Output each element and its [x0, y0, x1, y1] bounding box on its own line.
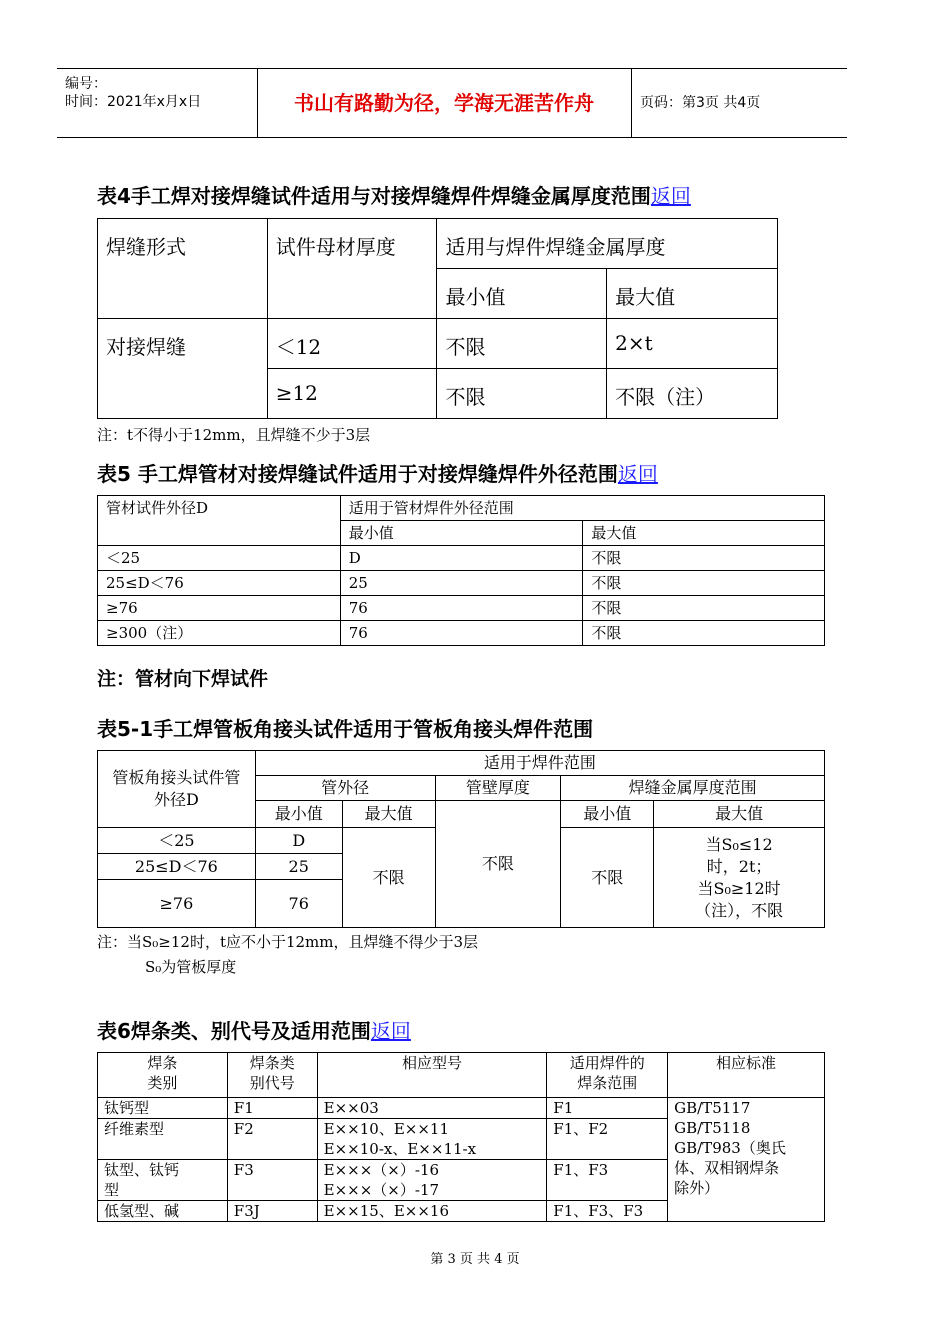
table6-standard-cell: [668, 1098, 825, 1222]
table6-cell: F1: [227, 1098, 317, 1119]
table5-cell: 76: [340, 621, 583, 646]
header-number: 编号：: [65, 76, 107, 92]
table6-header-scope: [547, 1053, 668, 1098]
table51-weld-max-line: 当S₀≤12: [705, 834, 773, 854]
table51-cell: ＜25: [98, 828, 256, 854]
table5-cell: ＜25: [98, 546, 341, 571]
table6-header-model: 相应型号: [317, 1053, 547, 1098]
table5-back-link[interactable]: 返回: [617, 462, 658, 486]
table5-cell: 不限: [583, 546, 825, 571]
table51-cell: 76: [255, 880, 342, 928]
table5-cell: ≥76: [98, 596, 341, 621]
table5-header-range: 适用于管材焊件外径范围: [340, 496, 824, 521]
table51-note-1: 注：当S₀≥12时，t应不小于12mm，且焊缝不得少于3层: [97, 933, 479, 951]
table51-weld-max-line: （注），不限: [695, 900, 784, 920]
table6-standard-line: 体、双相钢焊条: [674, 1159, 780, 1177]
table6-cell: F1、F3、F3: [547, 1201, 668, 1222]
table4-note: 注：t不得小于12mm，且焊缝不少于3层: [97, 426, 371, 444]
table5-title-text: 表5 手工焊管材对接焊缝试件适用于对接焊缝焊件外径范围: [97, 462, 618, 486]
table6-type-line: 钛型、钛钙: [104, 1161, 180, 1179]
table51-weld-max-value: [654, 828, 825, 928]
table4: [97, 218, 778, 419]
table4-cell: 不限: [437, 369, 607, 419]
table51-header-joint-text: 管板角接头试件管外径D: [112, 768, 241, 809]
table6-cell: F1、F3: [547, 1160, 668, 1201]
table6-cell: F3: [227, 1160, 317, 1201]
table51-wall-value: 不限: [435, 801, 561, 928]
table6-back-link[interactable]: 返回: [370, 1019, 411, 1043]
table51-cell: D: [255, 828, 342, 854]
table5-header-min: 最小值: [340, 521, 583, 546]
table51-header-od-max: 最大值: [342, 801, 435, 828]
table6-standard-line: GB/T5117: [674, 1099, 751, 1117]
table6-model-line: E×××（×）-16: [323, 1161, 440, 1179]
table6-cell: F3J: [227, 1201, 317, 1222]
table5-cell: 25: [340, 571, 583, 596]
table4-cell: ≥12: [267, 369, 437, 419]
table6-header-code-line: 别代号: [249, 1074, 295, 1092]
table51-note-2: S₀为管板厚度: [145, 958, 237, 976]
table51-header-range: 适用于焊件范围: [255, 751, 824, 776]
table6-cell: E××03: [317, 1098, 547, 1119]
table6-cell: F1、F2: [547, 1119, 668, 1160]
table6-title-text: 表6焊条类、别代号及适用范围: [97, 1019, 371, 1043]
header-time: 时间：2021年x月x日: [65, 94, 202, 110]
table4-cell: ＜12: [267, 319, 437, 369]
table5-cell: 25≤D＜76: [98, 571, 341, 596]
table6-model-line: E××10-x、E××11-x: [323, 1140, 477, 1158]
table5-cell: D: [340, 546, 583, 571]
table51-title: 表5-1手工焊管板角接头试件适用于管板角接头焊件范围: [97, 717, 594, 741]
table4-cell: 不限（注）: [607, 369, 778, 419]
table6-standard-line: 除外）: [674, 1179, 720, 1197]
table4-cell: 2×t: [607, 319, 778, 369]
table6-header-code-line: 焊条类: [249, 1054, 295, 1072]
table4-header-max: 最大值: [607, 269, 778, 319]
table6-header-standard: 相应标准: [668, 1053, 825, 1098]
table4-row-form: 对接焊缝: [98, 319, 268, 419]
table6-cell: [317, 1160, 547, 1201]
table6-type-line: 型: [104, 1181, 120, 1199]
table51-cell: 25: [255, 854, 342, 880]
table51-header-od: 管外径: [255, 776, 435, 801]
table6-header-code: [227, 1053, 317, 1098]
table6-header-scope-line: 焊条范围: [577, 1074, 638, 1092]
table5-cell: ≥300（注）: [98, 621, 341, 646]
table51-header-wall: 管壁厚度: [435, 776, 561, 801]
table5-header-od: 管材试件外径D: [98, 496, 341, 546]
table51-weld-max-line: 时，2t；: [706, 856, 772, 876]
table4-title-text: 表4手工焊对接焊缝试件适用与对接焊缝焊件焊缝金属厚度范围: [97, 184, 651, 208]
table6-cell: E××15、E××16: [317, 1201, 547, 1222]
header-page: 页码：第3页 共4页: [640, 95, 761, 111]
header-meta: [57, 69, 258, 137]
table5-cell: 76: [340, 596, 583, 621]
table4-title: [97, 180, 691, 209]
table5-title: [97, 458, 658, 487]
table6-standard-line: GB/T5118: [674, 1119, 751, 1137]
table6-cell: 低氢型、碱: [98, 1201, 228, 1222]
table5-cell: 不限: [583, 571, 825, 596]
table6: [97, 1052, 825, 1222]
table6-title: [97, 1015, 411, 1044]
table51-header-weld: 焊缝金属厚度范围: [561, 776, 825, 801]
table6-cell: [98, 1160, 228, 1201]
table6-header-type: [98, 1053, 228, 1098]
table51-cell: 25≤D＜76: [98, 854, 256, 880]
table4-header-thickness: 试件母材厚度: [267, 219, 437, 319]
table5-cell: 不限: [583, 621, 825, 646]
table51-weld-max-line: 当S₀≥12时: [697, 878, 781, 898]
table4-back-link[interactable]: 返回: [650, 184, 691, 208]
table6-cell: 纤维素型: [98, 1119, 228, 1160]
table6-cell: 钛钙型: [98, 1098, 228, 1119]
table5: [97, 495, 825, 646]
table5-cell: 不限: [583, 596, 825, 621]
table51: [97, 750, 825, 928]
table51-od-max-value: 不限: [342, 828, 435, 928]
table5-header-max: 最大值: [583, 521, 825, 546]
table6-model-line: E×××（×）-17: [323, 1181, 440, 1199]
table6-cell: F1: [547, 1098, 668, 1119]
table51-header-weld-max: 最大值: [654, 801, 825, 828]
table51-header-weld-min: 最小值: [561, 801, 654, 828]
table51-header-joint: [98, 751, 256, 828]
table6-model-line: E××10、E××11: [323, 1120, 450, 1138]
header-motto: 书山有路勤为径，学海无涯苦作舟: [257, 69, 632, 137]
table51-header-od-min: 最小值: [255, 801, 342, 828]
table51-cell: ≥76: [98, 880, 256, 928]
table6-standard-line: GB/T983（奥氏: [674, 1139, 786, 1157]
table4-header-form: 焊缝形式: [98, 219, 268, 319]
table4-header-min: 最小值: [437, 269, 607, 319]
table4-header-range: 适用与焊件焊缝金属厚度: [437, 219, 778, 269]
table6-cell: [317, 1119, 547, 1160]
table6-cell: F2: [227, 1119, 317, 1160]
table6-header-type-line: 焊条: [147, 1054, 178, 1072]
table6-header-scope-line: 适用焊件的: [569, 1054, 645, 1072]
table4-cell: 不限: [437, 319, 607, 369]
table51-weld-min-value: 不限: [561, 828, 654, 928]
page-footer: 第 3 页 共 4 页: [430, 1252, 520, 1267]
table6-header-type-line: 类别: [147, 1074, 178, 1092]
table5-note: 注：管材向下焊试件: [97, 668, 269, 690]
page-header: [57, 68, 847, 138]
